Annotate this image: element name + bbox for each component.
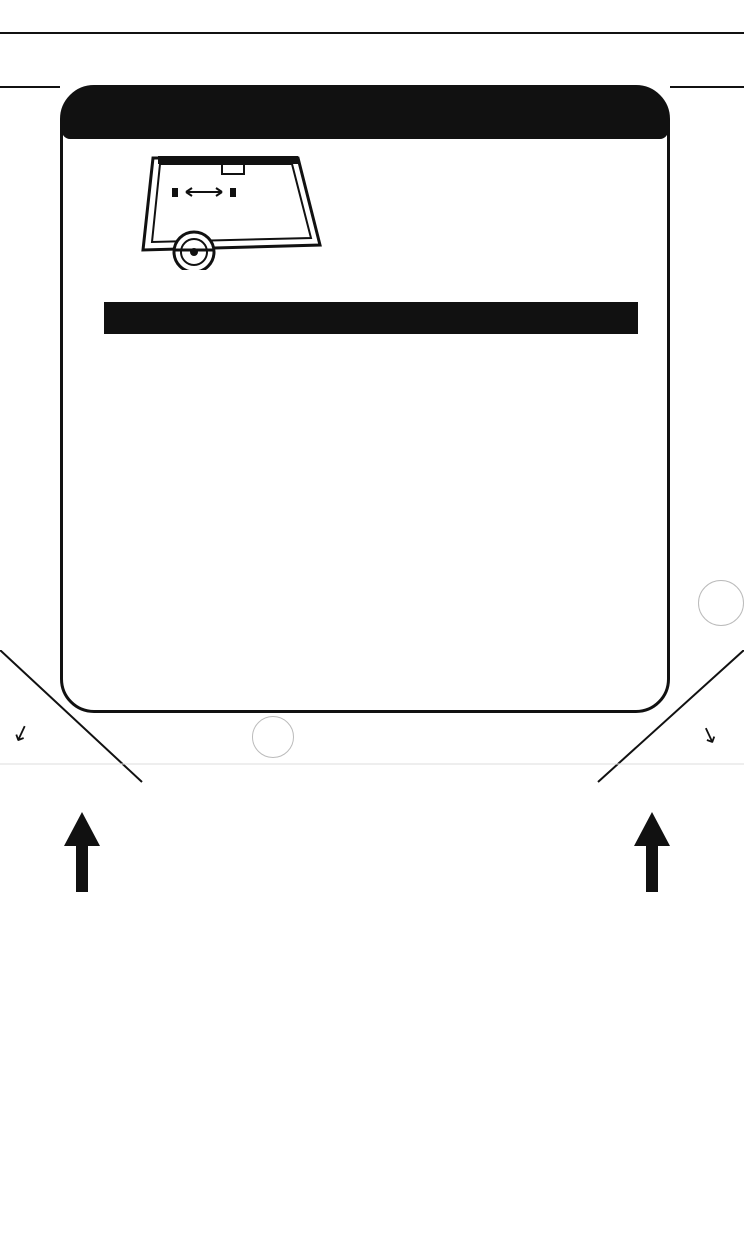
scale-rule (0, 86, 60, 88)
arrow-up-icon (62, 812, 102, 892)
barcode (140, 1094, 610, 1228)
scale-rule (670, 86, 744, 88)
service-phone-band (104, 302, 638, 334)
header-band (62, 87, 668, 139)
arrow-up-icon (632, 812, 672, 892)
arrow-down-right-icon: ↘ (696, 719, 723, 750)
corner-cut-lines (0, 650, 744, 790)
punch-hole-month (252, 716, 294, 758)
arrow-down-left-icon: ↙ (8, 717, 34, 748)
punch-hole-day (698, 580, 744, 626)
windscreen-icon (138, 150, 328, 270)
scale-top-edge (0, 32, 744, 34)
